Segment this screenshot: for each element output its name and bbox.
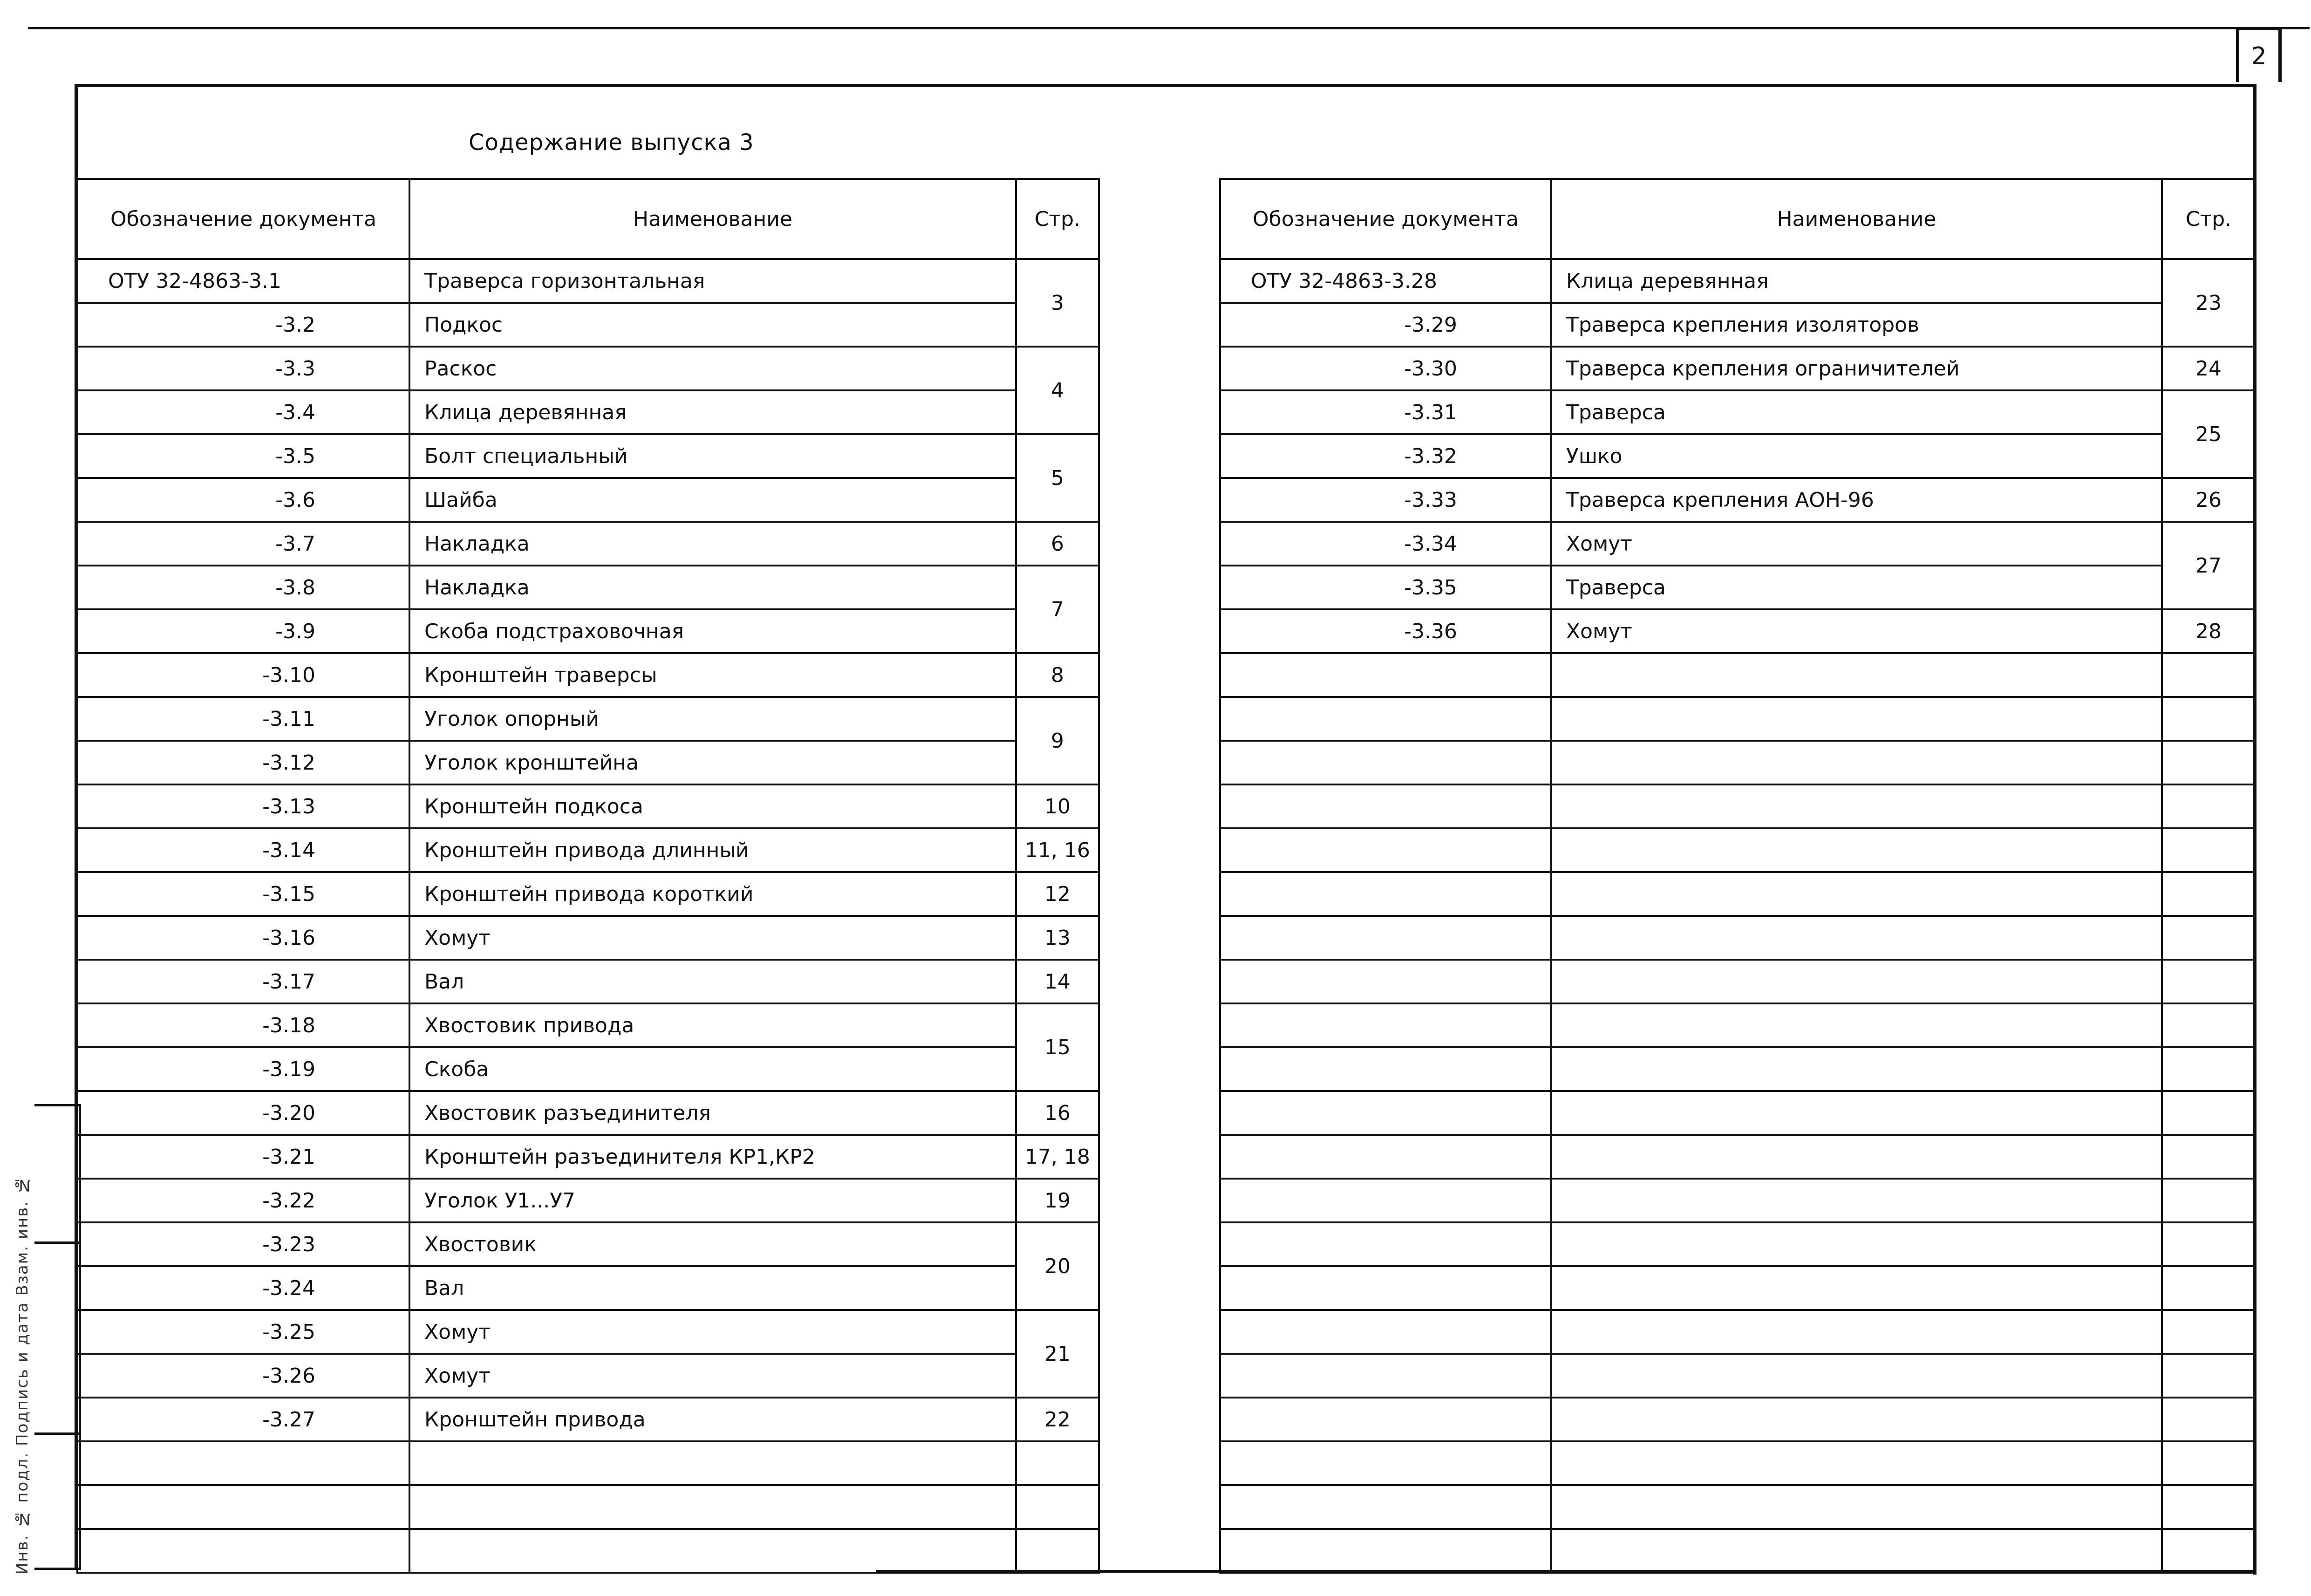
page-ref: 23 [2162,259,2255,347]
page-ref [2162,1179,2255,1222]
doc-name: Вал [409,960,1016,1003]
empty-row [1220,1091,2255,1135]
table-row [77,303,1099,347]
empty-row [1220,697,2255,741]
doc-name: Накладка [409,522,1016,566]
table-row [77,1179,1099,1222]
doc-name: Кронштейн привода короткий [409,872,1016,916]
table-row [77,1398,1099,1441]
doc-name: Подкос [409,303,1016,347]
doc-name [1551,1398,2162,1441]
table-body [1220,259,2255,1573]
doc-code: -3.31 [1220,390,1551,434]
doc-name: Хомут [409,1310,1016,1354]
empty-row [1220,1222,2255,1266]
doc-name [1551,1441,2162,1485]
table-row [77,434,1099,478]
doc-code [1220,697,1551,741]
page-ref [2162,741,2255,784]
empty-row [1220,1266,2255,1310]
contents-table-right [1219,178,2256,1574]
doc-name: Траверса горизонтальная [409,259,1016,303]
doc-name: Скоба [409,1047,1016,1091]
doc-code: -3.18 [77,1003,409,1047]
doc-name: Кронштейн траверсы [409,653,1016,697]
doc-code [1220,828,1551,872]
table-row [77,828,1099,872]
page-ref [2162,1441,2255,1485]
doc-name [1551,653,2162,697]
doc-name: Траверса крепления ограничителей [1551,347,2162,390]
page-ref: 26 [2162,478,2255,522]
doc-code: -3.6 [77,478,409,522]
doc-name [1551,784,2162,828]
doc-name: Уголок опорный [409,697,1016,741]
doc-code [1220,1398,1551,1441]
header-page: Стр. [2162,179,2255,259]
doc-name [1551,828,2162,872]
doc-name: Траверса крепления АОН-96 [1551,478,2162,522]
table-row [77,784,1099,828]
table-row [77,1047,1099,1091]
page-ref [2162,1310,2255,1354]
doc-name: Хвостовик разъединителя [409,1091,1016,1135]
doc-code: -3.12 [77,741,409,784]
doc-name [1551,1091,2162,1135]
doc-code: -3.20 [77,1091,409,1135]
page-ref: 12 [1016,872,1099,916]
doc-code [77,1529,409,1573]
page-ref: 10 [1016,784,1099,828]
empty-row [1220,1135,2255,1179]
page-ref [2162,1091,2255,1135]
doc-code: -3.13 [77,784,409,828]
doc-code: -3.32 [1220,434,1551,478]
top-border-line [28,27,2310,29]
doc-name [1551,1310,2162,1354]
empty-row [1220,916,2255,960]
doc-code: -3.19 [77,1047,409,1091]
empty-row [1220,872,2255,916]
doc-name [409,1441,1016,1485]
doc-code [1220,1441,1551,1485]
table-header-row [77,179,1099,259]
doc-code: ОТУ 32-4863-3.1 [77,259,409,303]
table-row [77,960,1099,1003]
empty-row [1220,1310,2255,1354]
table-row [1220,390,2255,434]
page-ref: 6 [1016,522,1099,566]
doc-name [1551,1047,2162,1091]
doc-name [1551,741,2162,784]
doc-code [1220,1310,1551,1354]
table-row [77,1266,1099,1310]
doc-name [1551,872,2162,916]
page-ref: 16 [1016,1091,1099,1135]
doc-code [1220,1135,1551,1179]
table-body [77,259,1099,1573]
page-ref: 3 [1016,259,1099,347]
page-number: 2 [2251,42,2267,70]
doc-name: Кронштейн разъединителя КР1,КР2 [409,1135,1016,1179]
page-ref: 28 [2162,609,2255,653]
doc-name: Клица деревянная [409,390,1016,434]
empty-row [1220,1047,2255,1091]
empty-row [1220,741,2255,784]
doc-name: Хомут [1551,522,2162,566]
empty-row [1220,1529,2255,1573]
stamp-divider [34,1432,79,1435]
page-ref [2162,1047,2255,1091]
doc-name [1551,1354,2162,1398]
table-row [77,1091,1099,1135]
page-ref: 7 [1016,566,1099,653]
table-row [77,1135,1099,1179]
page-ref [2162,1135,2255,1179]
doc-name [1551,697,2162,741]
doc-code: -3.5 [77,434,409,478]
page-ref [1016,1529,1099,1573]
doc-code: -3.24 [77,1266,409,1310]
doc-code: -3.4 [77,390,409,434]
table-row [77,916,1099,960]
table-row [77,1354,1099,1398]
contents-table-left [76,178,1100,1574]
empty-row [77,1485,1099,1529]
doc-name: Хомут [409,916,1016,960]
empty-row [1220,828,2255,872]
doc-code [1220,784,1551,828]
page-ref: 21 [1016,1310,1099,1398]
doc-code: -3.10 [77,653,409,697]
doc-code [1220,741,1551,784]
table-row [77,259,1099,303]
doc-name: Кронштейн подкоса [409,784,1016,828]
doc-name [1551,1179,2162,1222]
doc-code: -3.34 [1220,522,1551,566]
doc-code: -3.17 [77,960,409,1003]
empty-row [1220,784,2255,828]
doc-code: -3.11 [77,697,409,741]
doc-code: -3.35 [1220,566,1551,609]
doc-name: Клица деревянная [1551,259,2162,303]
frame-top-line [75,84,2255,87]
table-row [77,347,1099,390]
header-code: Обозначение документа [77,179,409,259]
page-ref [2162,1354,2255,1398]
doc-code: -3.2 [77,303,409,347]
doc-name: Раскос [409,347,1016,390]
doc-name: Хвостовик привода [409,1003,1016,1047]
header-name: Наименование [1551,179,2162,259]
doc-code [1220,1354,1551,1398]
page-ref: 13 [1016,916,1099,960]
page-ref: 4 [1016,347,1099,434]
table-row [77,1003,1099,1047]
doc-code: -3.30 [1220,347,1551,390]
doc-name: Хомут [409,1354,1016,1398]
doc-code: -3.15 [77,872,409,916]
empty-row [1220,1179,2255,1222]
doc-code: ОТУ 32-4863-3.28 [1220,259,1551,303]
doc-code: -3.21 [77,1135,409,1179]
doc-code: -3.29 [1220,303,1551,347]
doc-name: Хомут [1551,609,2162,653]
page-ref [2162,1398,2255,1441]
doc-code [1220,1222,1551,1266]
doc-code [1220,1003,1551,1047]
empty-row [1220,1441,2255,1485]
doc-code [1220,1091,1551,1135]
doc-code: -3.26 [77,1354,409,1398]
table-row [77,522,1099,566]
doc-code: -3.16 [77,916,409,960]
page-ref: 14 [1016,960,1099,1003]
page-ref: 11, 16 [1016,828,1099,872]
doc-name [409,1529,1016,1573]
page-ref [2162,653,2255,697]
doc-code: -3.22 [77,1179,409,1222]
approval-stamp [34,1104,81,1570]
page-ref: 5 [1016,434,1099,522]
doc-code: -3.3 [77,347,409,390]
doc-name [1551,1135,2162,1179]
doc-code: -3.9 [77,609,409,653]
table-row [77,741,1099,784]
doc-code: -3.27 [77,1398,409,1441]
table-row [77,478,1099,522]
table-row [1220,609,2255,653]
doc-name: Уголок кронштейна [409,741,1016,784]
page-number-box [2236,27,2282,82]
page-ref: 9 [1016,697,1099,784]
doc-name [1551,960,2162,1003]
empty-row [1220,1003,2255,1047]
table-row [1220,478,2255,522]
doc-name [1551,1003,2162,1047]
page-ref [1016,1485,1099,1529]
table-row [1220,347,2255,390]
page-title: Содержание выпуска 3 [469,130,754,156]
page-ref [1016,1441,1099,1485]
doc-code [1220,1179,1551,1222]
header-code: Обозначение документа [1220,179,1551,259]
table-row [1220,434,2255,478]
page-ref: 8 [1016,653,1099,697]
table-row [1220,303,2255,347]
doc-name [1551,916,2162,960]
doc-name [409,1485,1016,1529]
page-ref: 17, 18 [1016,1135,1099,1179]
header-name: Наименование [409,179,1016,259]
page-ref [2162,916,2255,960]
doc-name [1551,1266,2162,1310]
page-ref: 19 [1016,1179,1099,1222]
doc-name: Ушко [1551,434,2162,478]
doc-code [1220,1266,1551,1310]
doc-code [77,1485,409,1529]
doc-name: Хвостовик [409,1222,1016,1266]
empty-row [77,1441,1099,1485]
doc-code: -3.36 [1220,609,1551,653]
table-row [77,653,1099,697]
doc-name: Уголок У1...У7 [409,1179,1016,1222]
doc-code: -3.33 [1220,478,1551,522]
doc-name [1551,1529,2162,1573]
table-row [77,390,1099,434]
page-ref [2162,1529,2255,1573]
doc-code [1220,1047,1551,1091]
page-ref: 25 [2162,390,2255,478]
doc-code [1220,960,1551,1003]
doc-name: Траверса крепления изоляторов [1551,303,2162,347]
stamp-label: Инв. № подл. Подпись и дата Взам. инв. № [13,1175,32,1575]
page-ref: 27 [2162,522,2255,609]
table-row [77,566,1099,609]
page-ref: 22 [1016,1398,1099,1441]
header-page: Стр. [1016,179,1099,259]
doc-code: -3.14 [77,828,409,872]
doc-code: -3.8 [77,566,409,609]
empty-row [1220,1485,2255,1529]
page-ref [2162,1222,2255,1266]
doc-name: Скоба подстраховочная [409,609,1016,653]
doc-name: Шайба [409,478,1016,522]
page-ref [2162,1266,2255,1310]
empty-row [1220,960,2255,1003]
doc-code: -3.7 [77,522,409,566]
table-row [77,1310,1099,1354]
table-row [77,609,1099,653]
table-row [77,1222,1099,1266]
page-ref [2162,828,2255,872]
page-ref: 20 [1016,1222,1099,1310]
empty-row [1220,653,2255,697]
empty-row [77,1529,1099,1573]
doc-code [1220,1485,1551,1529]
doc-name: Траверса [1551,566,2162,609]
empty-row [1220,1398,2255,1441]
doc-code [77,1441,409,1485]
doc-name: Вал [409,1266,1016,1310]
doc-name: Траверса [1551,390,2162,434]
table-row [1220,259,2255,303]
doc-code [1220,653,1551,697]
doc-code [1220,872,1551,916]
table-row [77,872,1099,916]
doc-code: -3.25 [77,1310,409,1354]
table-row [1220,566,2255,609]
doc-code [1220,1529,1551,1573]
page-ref [2162,784,2255,828]
page-ref: 24 [2162,347,2255,390]
doc-name: Болт специальный [409,434,1016,478]
doc-name: Кронштейн привода [409,1398,1016,1441]
doc-name [1551,1222,2162,1266]
page-ref [2162,1003,2255,1047]
table-row [77,697,1099,741]
page-ref [2162,960,2255,1003]
doc-code [1220,916,1551,960]
page-ref [2162,697,2255,741]
empty-row [1220,1354,2255,1398]
stamp-divider [34,1241,79,1244]
doc-code: -3.23 [77,1222,409,1266]
page-ref [2162,872,2255,916]
doc-name [1551,1485,2162,1529]
page-ref [2162,1485,2255,1529]
table-row [1220,522,2255,566]
doc-name: Кронштейн привода длинный [409,828,1016,872]
page-ref: 15 [1016,1003,1099,1091]
table-header-row [1220,179,2255,259]
doc-name: Накладка [409,566,1016,609]
